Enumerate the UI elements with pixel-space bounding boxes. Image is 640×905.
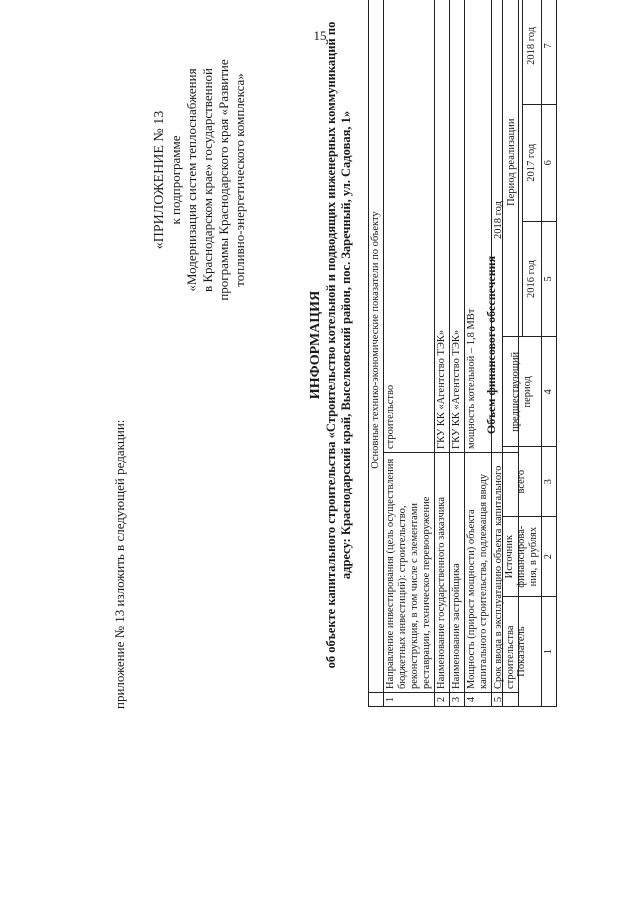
row-number: 1 — [384, 693, 435, 707]
col-total: всего — [503, 447, 542, 517]
row-label: Мощность (прирост мощности) объекта капитального строительства, подлежащая вводу — [465, 453, 492, 693]
info-subheading — [324, 0, 354, 705]
table-row — [450, 0, 465, 707]
table-header: Основные технико-экономические показатели по объекту — [369, 0, 384, 693]
appendix-line: топливно-энергетического комплекса» — [232, 73, 247, 287]
page-number: 15 — [313, 28, 327, 43]
subheading-line: адресу: Краснодарский край, Выселковский район, пос. Заречный, ул. Садовая, 1» — [339, 110, 353, 580]
appendix-block — [152, 0, 248, 365]
info-heading: ИНФОРМАЦИЯ — [308, 290, 323, 400]
table-row — [384, 0, 435, 707]
table-cell — [369, 693, 384, 707]
col-number: 7 — [542, 0, 557, 104]
subheading-line: об объекте капитального строительства «Строительство котельной и подводящих инженерных коммуникаций по — [324, 21, 338, 669]
col-indicator: Показатель — [503, 597, 542, 707]
row-value: ГКУ КК «Агентство ТЭК» — [450, 0, 465, 453]
table-header-row — [369, 0, 384, 707]
appendix-line: программы Краснодарского края «Развитие — [216, 59, 231, 301]
appendix-line: «Модернизация систем теплоснабжения — [184, 68, 199, 292]
row-number: 4 — [465, 693, 492, 707]
appendix-title: «ПРИЛОЖЕНИЕ № 13 — [152, 110, 167, 250]
rotated-page-content — [112, 0, 612, 715]
col-number: 6 — [542, 104, 557, 221]
col-number: 3 — [542, 447, 557, 517]
row-number: 5 — [492, 693, 519, 707]
row-label: Срок ввода в эксплуатацию объекта капитального строительства — [492, 453, 519, 693]
col-prev-period: предшествующий период — [503, 337, 542, 447]
intro-text: приложение № 13 изложить в следующей редакции: — [112, 419, 127, 709]
col-2018: 2018 год — [522, 0, 542, 104]
row-label: Наименование государственного заказчика — [435, 453, 450, 693]
finance-title: Объем финансового обеспечения — [484, 255, 498, 435]
col-number: 1 — [542, 597, 557, 707]
row-value: ГКУ КК «Агентство ТЭК» — [435, 0, 450, 453]
table-row — [503, 0, 523, 707]
col-2017: 2017 год — [522, 104, 542, 221]
col-number: 4 — [542, 337, 557, 447]
row-number: 2 — [435, 693, 450, 707]
finance-table — [502, 0, 557, 707]
row-value: мощность котельной – 1,8 МВт — [465, 0, 492, 453]
row-label: Наименование застройщика — [450, 453, 465, 693]
row-value: строительство — [384, 0, 435, 453]
appendix-line: к подпрограмме — [168, 135, 183, 225]
col-2016: 2016 год — [522, 221, 542, 337]
col-source: Источник финансирова-ния, в рублях — [503, 517, 542, 597]
col-number: 2 — [542, 517, 557, 597]
table-row — [435, 0, 450, 707]
row-label: Направление инвестирования (цель осуществления бюджетных инвестиций): строительство, реконструкция, в том числе с элементами реставрации, техническое перевооружение — [384, 453, 435, 693]
row-number: 3 — [450, 693, 465, 707]
appendix-line: в Краснодарском крае» государственной — [200, 68, 215, 292]
table-row — [542, 0, 557, 707]
row-value: 2018 год — [492, 0, 519, 453]
col-number: 5 — [542, 221, 557, 337]
col-period: Период реализации — [503, 0, 523, 337]
